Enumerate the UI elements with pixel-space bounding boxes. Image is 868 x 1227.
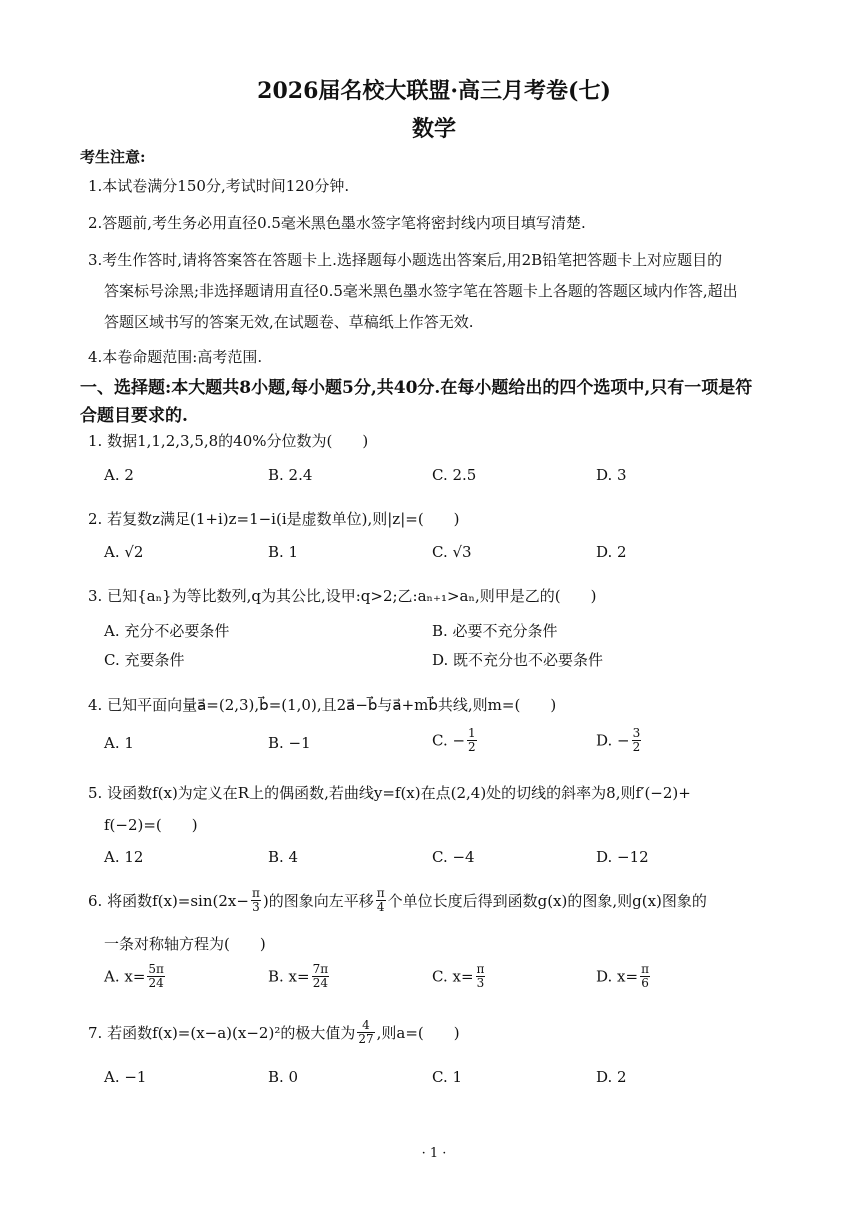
fraction-numerator: π [376,886,385,900]
q4-option-d [596,727,643,754]
fraction-denominator: 24 [148,976,164,990]
q1-option-b: B. 2.4 [268,466,313,484]
notice-heading: 考生注意: [80,148,146,166]
fraction-denominator: 3 [476,976,485,990]
q4-option-c-label: C. − [432,731,466,750]
q2-option-c: C. √3 [432,543,472,561]
fraction-denominator: 24 [312,976,328,990]
q4-option-c [432,727,479,754]
q3-option-b: B. 必要不充分条件 [432,622,558,640]
q1-option-c: C. 2.5 [432,466,477,484]
fraction-denominator: 27 [358,1032,374,1046]
q3-option-a: A. 充分不必要条件 [104,622,230,640]
q7-option-c: C. 1 [432,1068,463,1086]
q4-option-d-fraction [632,727,642,754]
q6-option-b [268,963,331,990]
question-3-stem: 3. 已知{aₙ}为等比数列,q为其公比,设甲:q>2;乙:aₙ₊₁>aₙ,则甲是乙的( ) [88,587,597,605]
q6-stem-part-3: 个单位长度后得到函数g(x)的图象,则g(x)图象的 [387,892,707,910]
q6-option-b-label: B. x= [268,967,310,986]
fraction-numerator: 1 [468,726,476,740]
q6-stem-part-2: )的图象向左平移 [262,892,374,910]
q3-option-d: D. 既不充分也不必要条件 [432,651,604,669]
question-5-stem: 5. 设函数f(x)为定义在R上的偶函数,若曲线y=f(x)在点(2,4)处的切线的斜率为8,则f′(−2)+ [88,784,691,802]
q7-option-a: A. −1 [104,1068,147,1086]
q7-stem-part-1: 7. 若函数f(x)=(x−a)(x−2)²的极大值为 [88,1024,356,1042]
notice-item-3-cont2: 答题区域书写的答案无效,在试题卷、草稿纸上作答无效. [104,313,474,331]
fraction-numerator: 4 [357,1019,374,1033]
fraction-numerator: π [476,962,485,976]
q2-option-b: B. 1 [268,543,299,561]
q7-option-d: D. 2 [596,1068,627,1086]
q7-option-b: B. 0 [268,1068,299,1086]
q6-option-c-fraction [476,963,486,990]
q6-option-c-label: C. x= [432,967,474,986]
q4-option-a: A. 1 [104,734,134,752]
q7-stem-fraction [357,1019,374,1046]
q6-option-a-fraction [147,963,165,990]
question-6-stem-cont: 一条对称轴方程为( ) [104,935,266,953]
q5-option-b: B. 4 [268,848,299,866]
q6-option-d [596,963,652,990]
notice-item-3: 3.考生作答时,请将答案答在答题卡上.选择题每小题选出答案后,用2B铅笔把答题卡上对应题目的 [88,251,723,269]
q2-option-a: A. √2 [104,543,144,561]
fraction-numerator: 7π [312,962,329,976]
q7-stem-part-2: ,则a=( ) [376,1024,460,1042]
fraction-numerator: 3 [632,726,641,740]
question-6-stem [88,887,707,914]
section-heading: 一、选择题:本大题共8小题,每小题5分,共40分.在每小题给出的四个选项中,只有一项是符 [80,378,753,398]
question-4-stem: 4. 已知平面向量a⃗=(2,3),b⃗=(1,0),且2a⃗−b⃗与a⃗+mb⃗共线,则m=( ) [88,696,557,714]
fraction-denominator: 2 [632,740,641,754]
q6-option-d-fraction [640,963,650,990]
fraction-denominator: 4 [376,900,385,914]
question-7-stem [88,1019,460,1046]
fraction-numerator: π [641,962,649,976]
subject-title: 数学 [411,116,456,142]
fraction-denominator: 6 [641,976,649,990]
q6-option-a [104,963,167,990]
fraction-denominator: 2 [468,740,476,754]
section-heading-cont: 合题目要求的. [80,406,188,426]
q4-option-b: B. −1 [268,734,311,752]
question-1-stem: 1. 数据1,1,2,3,5,8的40%分位数为( ) [88,432,369,450]
q3-option-c: C. 充要条件 [104,651,185,669]
question-2-stem: 2. 若复数z满足(1+i)z=1−i(i是虚数单位),则|z|=( ) [88,510,460,528]
fraction-numerator: 5π [148,962,164,976]
q1-option-a: A. 2 [104,466,134,484]
fraction-denominator: 3 [252,900,260,914]
q5-option-c: C. −4 [432,848,475,866]
notice-item-1: 1.本试卷满分150分,考试时间120分钟. [88,177,350,195]
exam-title: 2026届名校大联盟·高三月考卷(七) [257,78,611,104]
q2-option-d: D. 2 [596,543,627,561]
q4-option-c-fraction [467,727,477,754]
q6-option-b-fraction [312,963,330,990]
notice-item-3-cont: 答案标号涂黑;非选择题请用直径0.5毫米黑色墨水签字笔在答题卡上各题的答题区域内作答,超出 [104,282,738,300]
q6-stem-fraction-2 [376,887,386,914]
q4-option-d-label: D. − [596,731,630,750]
q6-stem-part-1: 6. 将函数f(x)=sin(2x− [88,892,249,910]
page-number: · 1 · [421,1146,447,1161]
question-5-stem-cont: f(−2)=( ) [104,816,198,834]
notice-item-4: 4.本卷命题范围:高考范围. [88,348,263,366]
q6-stem-fraction-1 [251,887,261,914]
q6-option-a-label: A. x= [104,967,146,986]
q6-option-c [432,963,487,990]
q1-option-d: D. 3 [596,466,627,484]
q5-option-d: D. −12 [596,848,649,866]
fraction-numerator: π [251,886,260,900]
q5-option-a: A. 12 [104,848,144,866]
q6-option-d-label: D. x= [596,967,639,986]
notice-item-2: 2.答题前,考生务必用直径0.5毫米黑色墨水签字笔将密封线内项目填写清楚. [88,214,586,232]
